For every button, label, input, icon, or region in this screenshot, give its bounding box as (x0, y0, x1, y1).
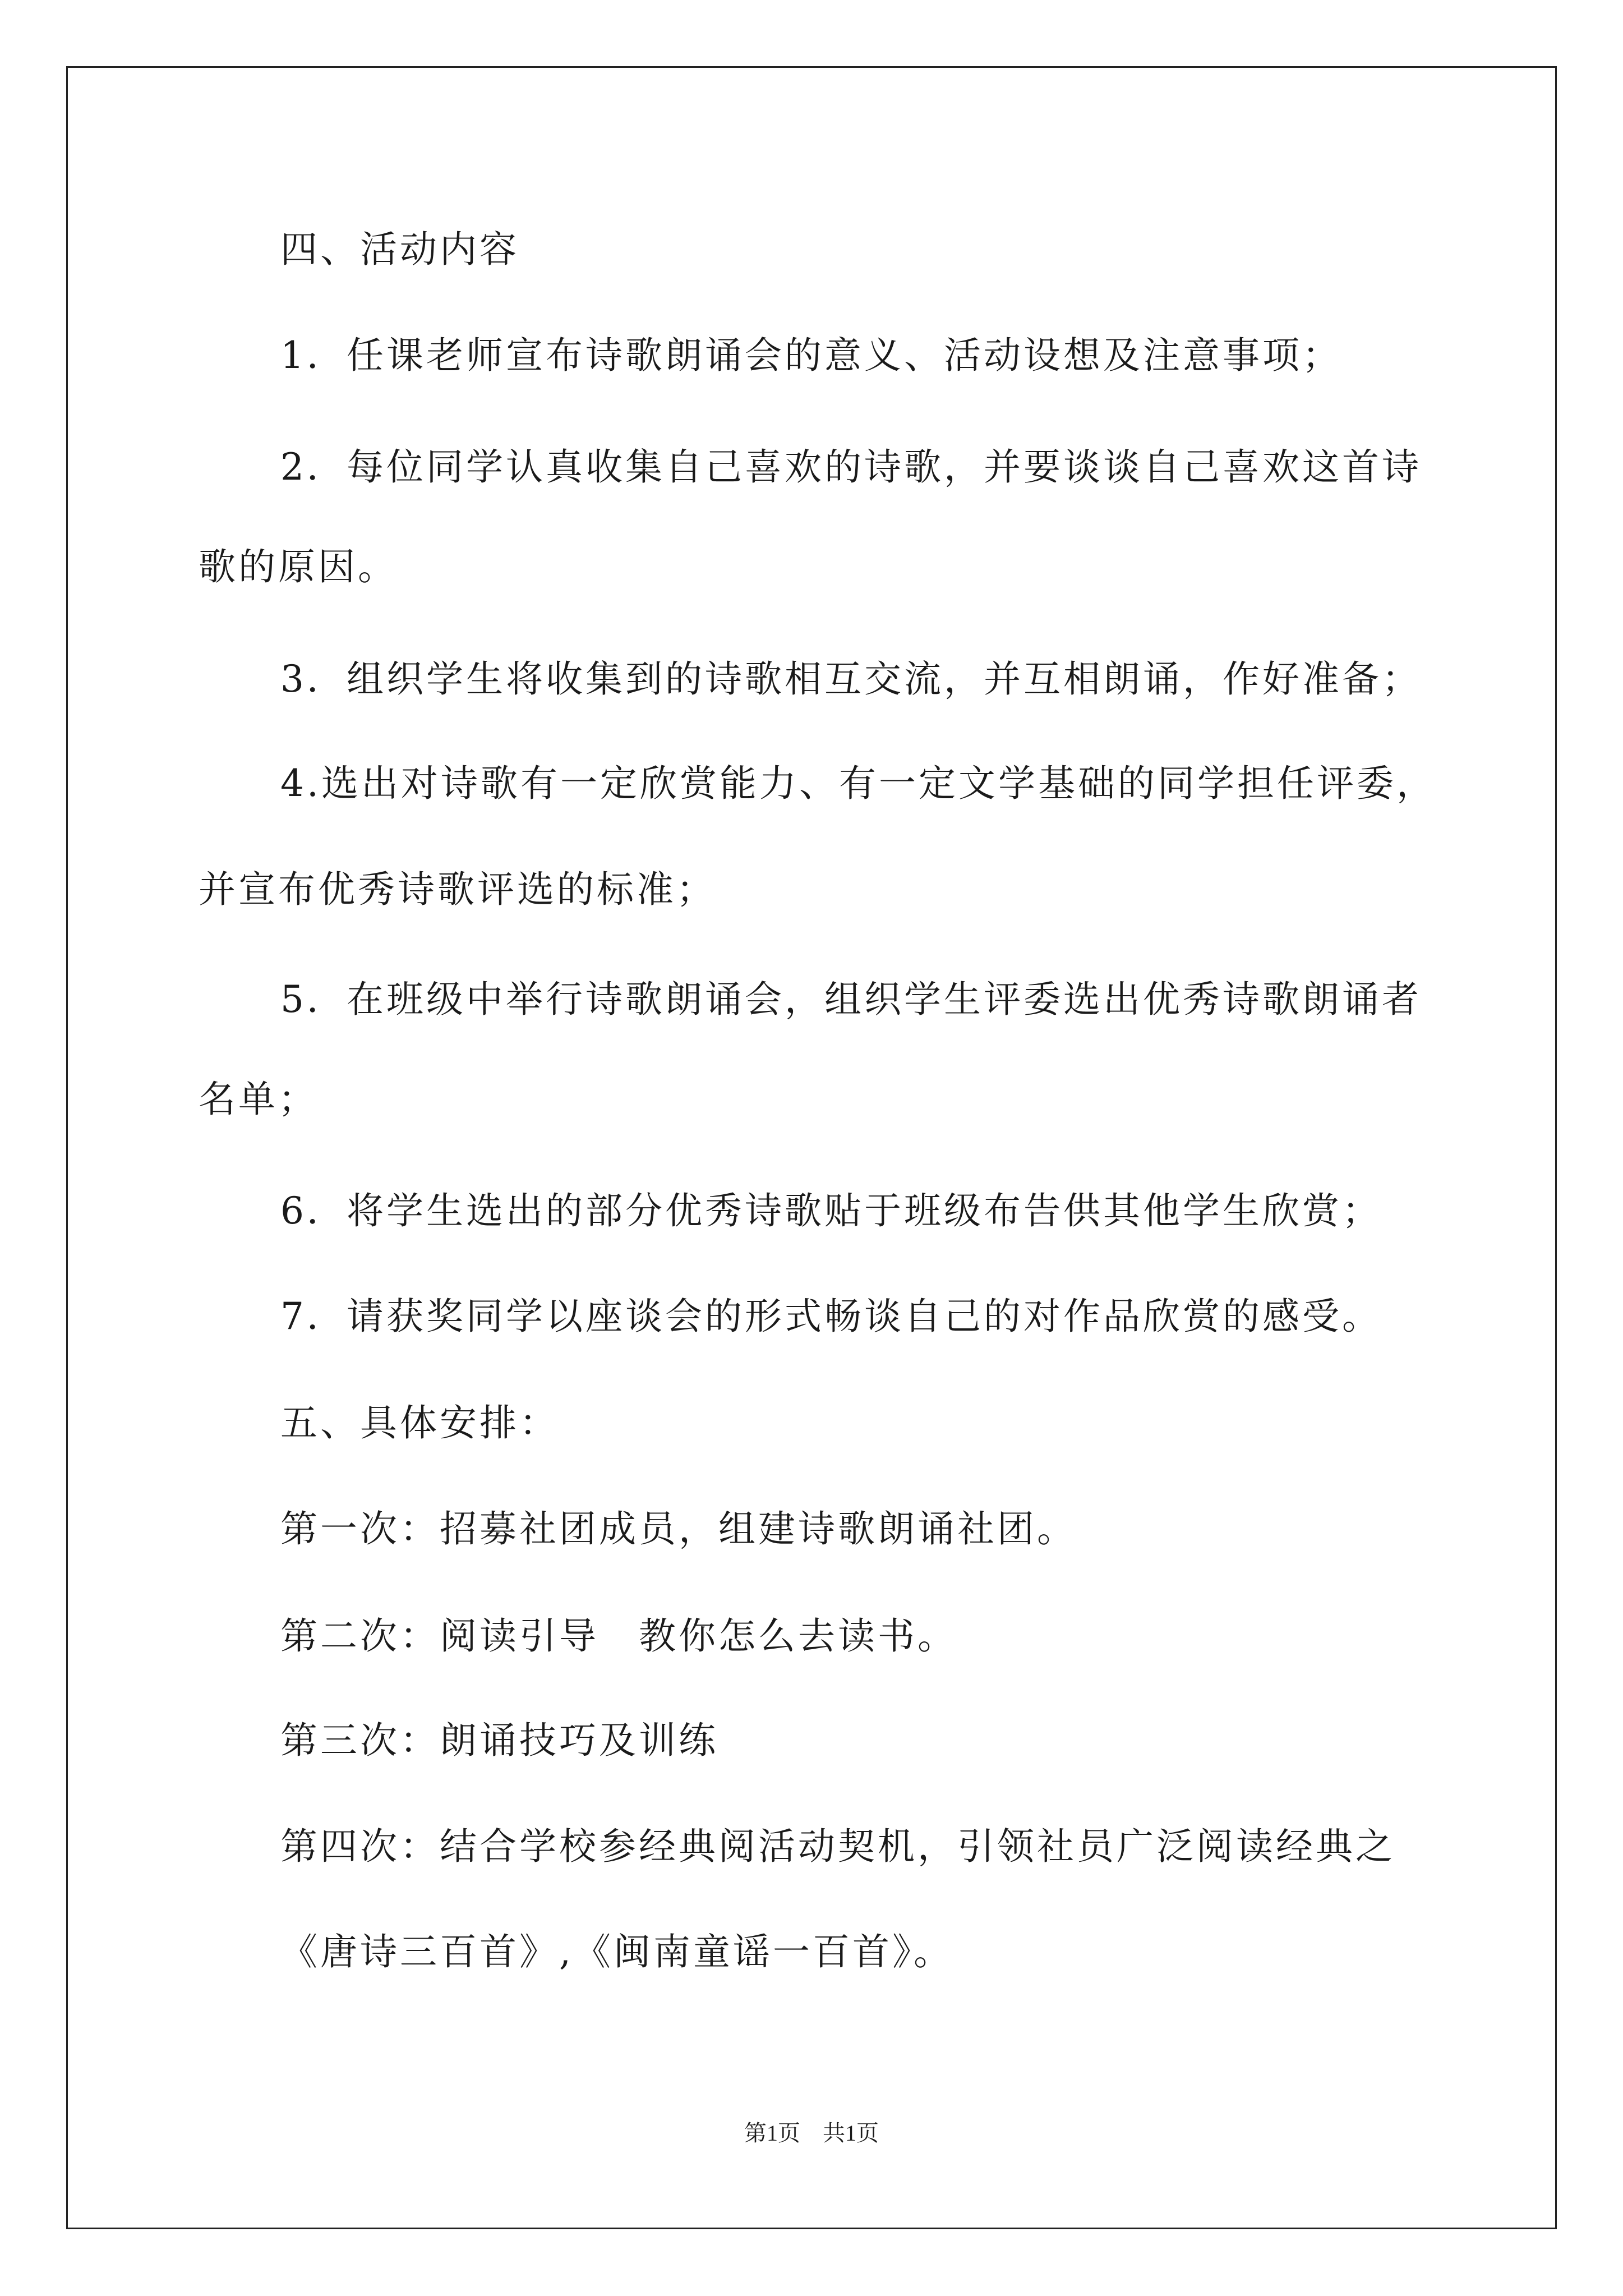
section-heading-schedule: 五、具体安排： (280, 1401, 559, 1444)
paragraph-line: 7．请获奖同学以座谈会的形式畅谈自己的对作品欣赏的感受。 (280, 1295, 1382, 1338)
section-heading-activity-content: 四、活动内容 (280, 228, 519, 271)
paragraph-line: 名单； (199, 1078, 318, 1121)
paragraph-line: 歌的原因。 (199, 545, 398, 588)
paragraph-line: 第二次：阅读引导 教你怎么去读书。 (280, 1614, 957, 1658)
paragraph-line: 6．将学生选出的部分优秀诗歌贴于班级布告供其他学生欣赏； (280, 1189, 1382, 1232)
paragraph-line: 第三次：朗诵技巧及训练 (280, 1719, 718, 1762)
paragraph-line: 3．组织学生将收集到的诗歌相互交流，并互相朗诵，作好准备； (280, 657, 1422, 701)
paragraph-line: 第一次：招募社团成员，组建诗歌朗诵社团。 (280, 1507, 1077, 1550)
paragraph-line: 《唐诗三百首》,《闽南童谣一百首》。 (280, 1930, 953, 1973)
paragraph-line: 并宣布优秀诗歌评选的标准； (199, 868, 716, 911)
paragraph-line: 第四次：结合学校参经典阅活动契机，引领社员广泛阅读经典之 (280, 1825, 1395, 1868)
paragraph-line: 5．在班级中举行诗歌朗诵会，组织学生评委选出优秀诗歌朗诵者 (280, 978, 1422, 1021)
paragraph-line: 4.选出对诗歌有一定欣赏能力、有一定文学基础的同学担任评委， (280, 762, 1436, 805)
page-footer: 第1页 共1页 (744, 2120, 879, 2146)
paragraph-line: 1．任课老师宣布诗歌朗诵会的意义、活动设想及注意事项； (280, 334, 1342, 377)
paragraph-line: 2．每位同学认真收集自己喜欢的诗歌，并要谈谈自己喜欢这首诗 (280, 445, 1422, 489)
